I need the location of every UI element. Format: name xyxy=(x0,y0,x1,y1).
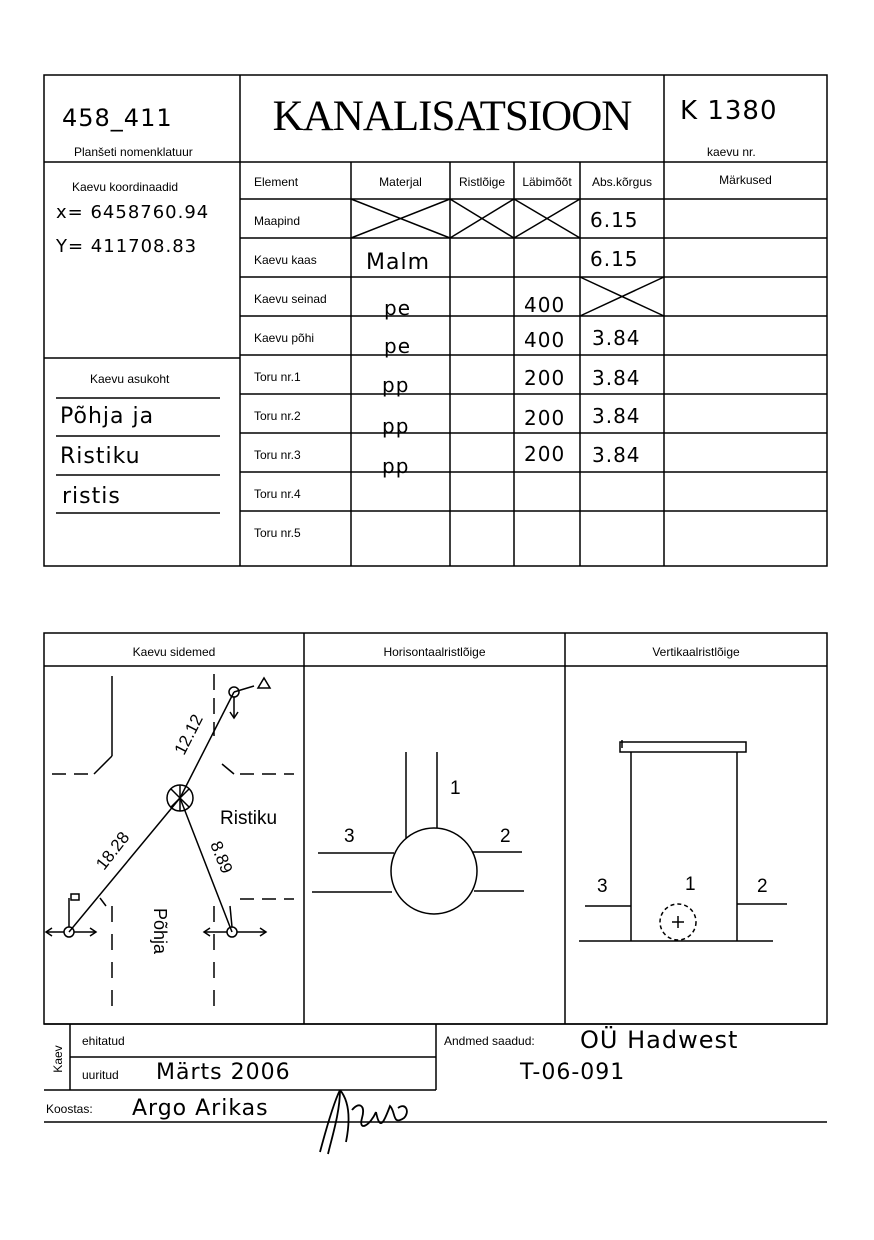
row-material: Malm xyxy=(366,250,431,275)
column-header-elevation: Abs.kõrgus xyxy=(591,175,653,189)
author-value: Argo Arikas xyxy=(132,1096,269,1121)
horizontal-section-diagram xyxy=(304,666,565,1024)
row-element: Kaevu põhi xyxy=(254,331,315,345)
row-material: pp xyxy=(382,414,410,438)
column-header-diameter: Läbimõõt xyxy=(522,175,572,189)
row-element: Toru nr.5 xyxy=(254,526,301,540)
row-elevation: 3.84 xyxy=(592,404,641,428)
header-grid xyxy=(0,0,874,600)
location-line-3: ristis xyxy=(62,484,121,509)
horizontal-section-title: Horisontaalristlõige xyxy=(383,645,486,659)
pipe-2-label: 2 xyxy=(500,826,511,847)
row-material: pe xyxy=(384,334,411,358)
location-line-1: Põhja ja xyxy=(60,404,155,429)
row-material: pe xyxy=(384,296,411,320)
author-label: Koostas: xyxy=(46,1102,93,1116)
data-source-ref: T-06-091 xyxy=(520,1060,626,1085)
built-label: ehitatud xyxy=(82,1034,125,1048)
pipe-1-label: 1 xyxy=(450,778,461,799)
row-elevation: 6.15 xyxy=(590,247,639,271)
row-diameter: 200 xyxy=(524,366,566,390)
coordinate-y: Y= 411708.83 xyxy=(56,236,198,257)
nomenclature-value: 458_411 xyxy=(62,104,173,132)
column-header-section: Ristlõige xyxy=(458,175,506,189)
row-element: Toru nr.2 xyxy=(254,409,301,423)
vertical-section-title: Vertikaalristlõige xyxy=(652,645,740,659)
pipe-1-label: 1 xyxy=(685,874,696,895)
column-header-element: Element xyxy=(254,175,299,189)
pipe-3-label: 3 xyxy=(344,826,355,847)
ties-diagram xyxy=(44,666,304,1024)
well-number-label: kaevu nr. xyxy=(707,145,756,159)
row-element: Maapind xyxy=(254,214,301,228)
row-material: pp xyxy=(382,454,410,478)
side-label-kaev: Kaev xyxy=(51,1045,65,1073)
tie-distance-1: 12.12 xyxy=(170,711,207,758)
data-source-label: Andmed saadud: xyxy=(444,1034,535,1048)
row-diameter: 400 xyxy=(524,328,566,352)
page-title: KANALISATSIOON xyxy=(272,93,632,140)
coordinate-x: x= 6458760.94 xyxy=(56,202,210,223)
row-diameter: 200 xyxy=(524,406,566,430)
row-diameter: 400 xyxy=(524,293,566,317)
surveyed-label: uuritud xyxy=(82,1068,119,1082)
well-number-value: K 1380 xyxy=(680,96,778,126)
column-header-material: Materjal xyxy=(379,175,422,189)
row-elevation: 6.15 xyxy=(590,208,639,232)
row-elevation: 3.84 xyxy=(592,443,641,467)
signature xyxy=(310,1082,420,1162)
coordinates-label: Kaevu koordinaadid xyxy=(72,180,179,194)
street-label-pohja: Põhja xyxy=(150,908,170,955)
location-line-2: Ristiku xyxy=(60,444,141,469)
data-source-value: OÜ Hadwest xyxy=(580,1026,739,1054)
pipe-2-label: 2 xyxy=(757,876,768,897)
pipe-3-label: 3 xyxy=(597,876,608,897)
row-element: Toru nr.4 xyxy=(254,487,301,501)
row-diameter: 200 xyxy=(524,442,566,466)
tie-distance-2: 18.28 xyxy=(92,828,134,874)
row-element: Kaevu kaas xyxy=(254,253,317,267)
location-label: Kaevu asukoht xyxy=(90,372,170,386)
row-elevation: 3.84 xyxy=(592,326,641,350)
tie-distance-3: 8.89 xyxy=(206,838,237,877)
surveyed-value: Märts 2006 xyxy=(156,1060,291,1085)
row-element: Kaevu seinad xyxy=(254,292,327,306)
row-element: Toru nr.3 xyxy=(254,448,301,462)
vertical-section-diagram xyxy=(565,666,827,1024)
row-element: Toru nr.1 xyxy=(254,370,301,384)
street-label-ristiku: Ristiku xyxy=(220,808,278,829)
column-header-notes: Märkused xyxy=(719,173,772,187)
nomenclature-label: Planšeti nomenklatuur xyxy=(74,145,193,159)
ties-title: Kaevu sidemed xyxy=(132,645,216,659)
row-material: pp xyxy=(382,373,410,397)
row-elevation: 3.84 xyxy=(592,366,641,390)
